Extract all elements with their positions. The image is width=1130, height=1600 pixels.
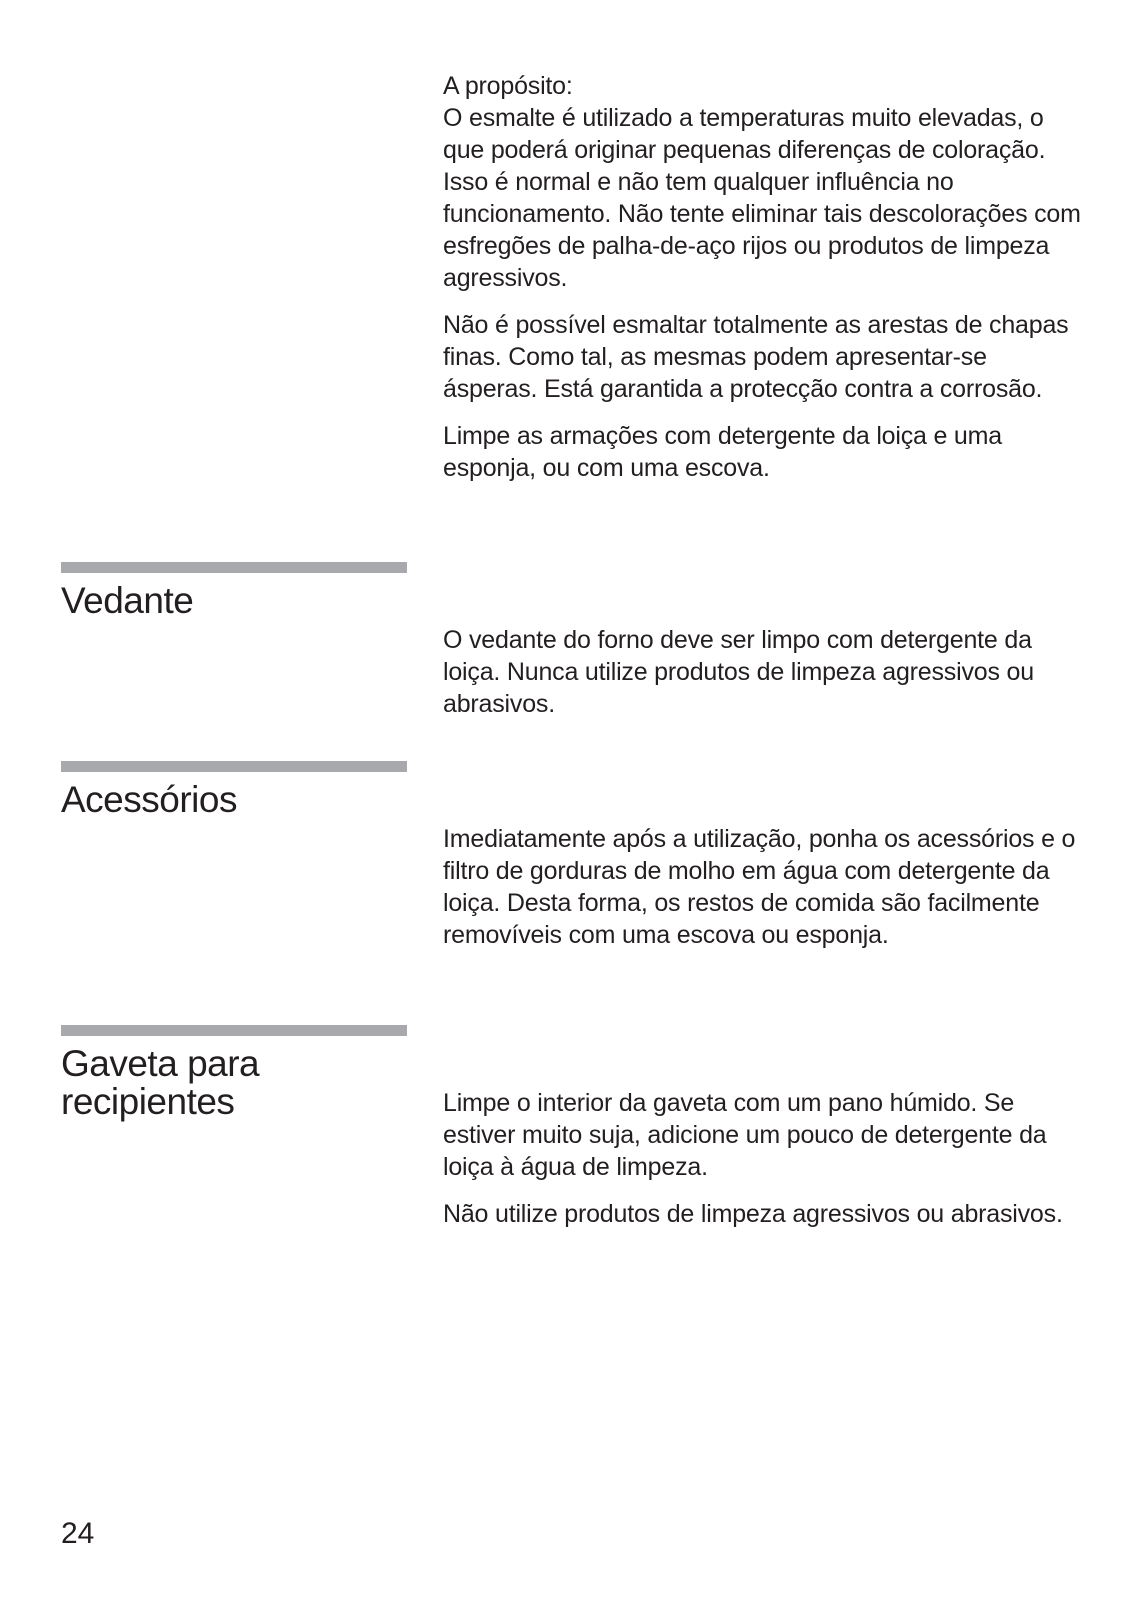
section-rule-vedante [61, 562, 407, 573]
intro-paragraph-enamel: O esmalte é utilizado a temperaturas muito elevadas, o que poderá originar pequenas diferenças de coloração. Isso é normal e não tem qualquer influência no funcionamento. Não tente eliminar tais descolorações com esfregões de palha-de-aço rijos ou produtos de limpeza agressivos. [443, 104, 1081, 292]
page-number: 24 [61, 1517, 95, 1550]
section-rule-gaveta [61, 1025, 407, 1036]
section-heading-acessorios: Acessórios [61, 779, 237, 820]
gaveta-title-line1: Gaveta para [61, 1043, 260, 1084]
intro-block [443, 70, 1083, 484]
gaveta-paragraph-clean: Limpe o interior da gaveta com um pano húmido. Se estiver muito suja, adicione um pouco de detergente da loiça à água de limpeza. [443, 1089, 1047, 1181]
gaveta-paragraph-warning: Não utilize produtos de limpeza agressivos ou abrasivos. [443, 1200, 1063, 1228]
intro-paragraph-edges: Não é possível esmaltar totalmente as arestas de chapas finas. Como tal, as mesmas podem apresentar-se ásperas. Está garantida a protecção contra a corrosão. [443, 311, 1069, 403]
gaveta-title-line2: recipientes [61, 1081, 235, 1122]
vedante-paragraph: O vedante do forno deve ser limpo com detergente da loiça. Nunca utilize produtos de limpeza agressivos ou abrasivos. [443, 626, 1034, 718]
section-heading-vedante: Vedante [61, 580, 194, 621]
section-body-vedante [443, 624, 1083, 720]
section-rule-acessorios [61, 761, 407, 772]
acessorios-paragraph: Imediatamente após a utilização, ponha os acessórios e o filtro de gorduras de molho em água com detergente da loiça. Desta forma, os restos de comida são facilmente removíveis com uma escova ou esponja. [443, 825, 1076, 949]
aside-label: A propósito: [443, 72, 573, 100]
section-heading-gaveta [61, 1045, 259, 1121]
section-body-gaveta [443, 1087, 1083, 1230]
intro-paragraph-racks: Limpe as armações com detergente da loiça e uma esponja, ou com uma escova. [443, 422, 1002, 482]
section-body-acessorios [443, 823, 1083, 951]
